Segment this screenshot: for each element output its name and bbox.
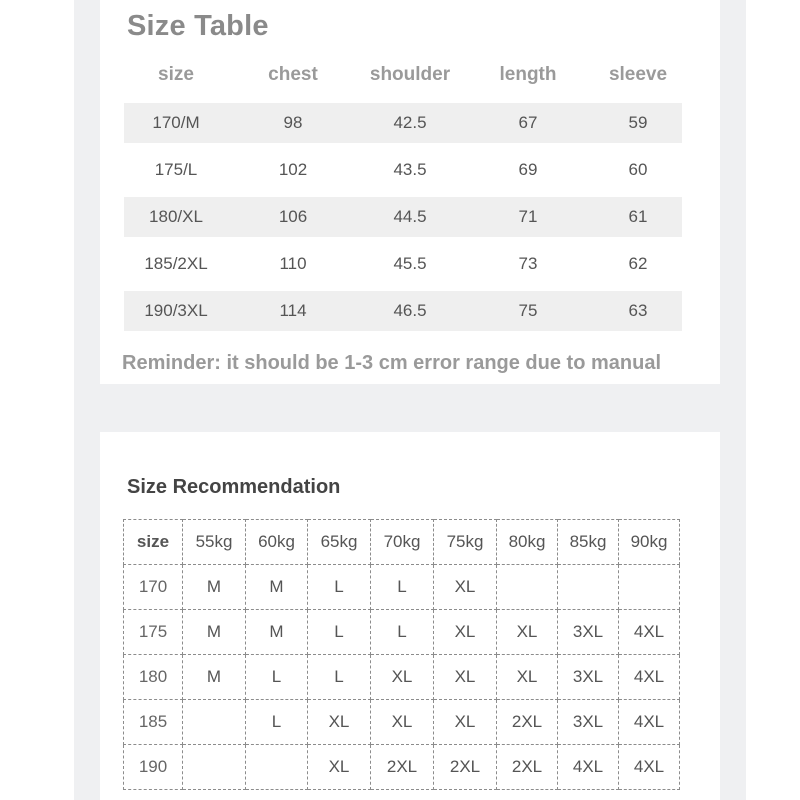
table-cell: 62 bbox=[628, 254, 648, 273]
table-cell: 46.5 bbox=[393, 301, 427, 320]
table-cell: 63 bbox=[628, 301, 648, 320]
table-cell bbox=[558, 565, 619, 610]
table-cell: 45.5 bbox=[393, 254, 427, 273]
table-cell: 44.5 bbox=[393, 207, 427, 226]
table-cell: 2XL bbox=[434, 745, 497, 790]
row-label: 185 bbox=[124, 700, 183, 745]
header-cell: 75kg bbox=[434, 520, 497, 565]
table-cell: 75 bbox=[518, 301, 538, 320]
table-cell: L bbox=[371, 610, 434, 655]
table-cell: 43.5 bbox=[393, 160, 427, 179]
size-table bbox=[124, 54, 682, 331]
table-row bbox=[124, 150, 682, 190]
table-cell: XL bbox=[371, 700, 434, 745]
table-row bbox=[124, 103, 682, 143]
size-recommendation-table bbox=[123, 519, 680, 790]
table-cell: L bbox=[246, 700, 308, 745]
size-table-col-length: length bbox=[499, 64, 557, 85]
size-table-header bbox=[124, 54, 682, 96]
table-cell: 175/L bbox=[154, 160, 198, 179]
table-row bbox=[124, 745, 680, 790]
table-row bbox=[124, 700, 680, 745]
table-cell: 73 bbox=[518, 254, 538, 273]
table-row bbox=[124, 610, 680, 655]
size-table-col-size: size bbox=[158, 64, 194, 85]
table-row bbox=[124, 244, 682, 284]
table-cell: 3XL bbox=[558, 655, 619, 700]
table-cell: XL bbox=[434, 610, 497, 655]
size-recommendation-title: Size Recommendation bbox=[127, 476, 341, 498]
header-cell: 70kg bbox=[371, 520, 434, 565]
row-label: 190 bbox=[124, 745, 183, 790]
table-cell: 4XL bbox=[619, 745, 680, 790]
table-cell: 2XL bbox=[497, 700, 558, 745]
table-cell: M bbox=[246, 610, 308, 655]
table-cell: XL bbox=[434, 655, 497, 700]
table-cell: 180/XL bbox=[149, 207, 203, 226]
table-cell: L bbox=[308, 565, 371, 610]
table-cell bbox=[619, 565, 680, 610]
table-cell: 4XL bbox=[558, 745, 619, 790]
table-cell: 71 bbox=[518, 207, 538, 226]
table-cell: L bbox=[308, 610, 371, 655]
table-header-row bbox=[124, 520, 680, 565]
table-cell: 2XL bbox=[371, 745, 434, 790]
table-cell: 59 bbox=[628, 113, 648, 132]
header-cell: 80kg bbox=[497, 520, 558, 565]
table-cell: 3XL bbox=[558, 610, 619, 655]
table-cell: 102 bbox=[278, 160, 308, 179]
table-cell: XL bbox=[497, 655, 558, 700]
header-cell: 55kg bbox=[183, 520, 246, 565]
header-cell: 60kg bbox=[246, 520, 308, 565]
table-cell: XL bbox=[434, 700, 497, 745]
table-cell: 69 bbox=[518, 160, 538, 179]
table-cell: L bbox=[371, 565, 434, 610]
table-cell: 60 bbox=[628, 160, 648, 179]
table-cell: 3XL bbox=[558, 700, 619, 745]
table-row bbox=[124, 655, 680, 700]
table-cell: 185/2XL bbox=[144, 254, 208, 273]
header-cell: size bbox=[124, 520, 183, 565]
table-cell: 67 bbox=[518, 113, 538, 132]
table-cell bbox=[497, 565, 558, 610]
table-cell: XL bbox=[308, 745, 371, 790]
row-label: 180 bbox=[124, 655, 183, 700]
table-cell: 110 bbox=[279, 254, 307, 273]
row-label: 175 bbox=[124, 610, 183, 655]
row-label: 170 bbox=[124, 565, 183, 610]
table-cell: 42.5 bbox=[393, 113, 427, 132]
size-table-col-chest: chest bbox=[268, 64, 318, 85]
size-table-col-sleeve: sleeve bbox=[608, 64, 668, 85]
table-cell: XL bbox=[371, 655, 434, 700]
table-cell: M bbox=[183, 655, 246, 700]
table-cell: 4XL bbox=[619, 610, 680, 655]
size-table-title: Size Table bbox=[127, 10, 269, 42]
table-cell: 106 bbox=[278, 207, 308, 226]
table-cell: 114 bbox=[279, 301, 307, 320]
header-cell: 85kg bbox=[558, 520, 619, 565]
table-row bbox=[124, 291, 682, 331]
table-cell: L bbox=[308, 655, 371, 700]
table-cell: XL bbox=[308, 700, 371, 745]
table-cell bbox=[183, 745, 246, 790]
header-cell: 65kg bbox=[308, 520, 371, 565]
table-cell: L bbox=[246, 655, 308, 700]
table-cell: 98 bbox=[283, 113, 303, 132]
table-cell: 2XL bbox=[497, 745, 558, 790]
table-cell: XL bbox=[434, 565, 497, 610]
measurement-reminder: Reminder: it should be 1-3 cm error range due to manual bbox=[122, 352, 661, 374]
table-cell: M bbox=[246, 565, 308, 610]
table-cell: 4XL bbox=[619, 700, 680, 745]
table-cell: 4XL bbox=[619, 655, 680, 700]
table-cell: XL bbox=[497, 610, 558, 655]
table-cell bbox=[183, 700, 246, 745]
table-cell: 61 bbox=[628, 207, 648, 226]
size-table-col-shoulder: shoulder bbox=[369, 64, 451, 85]
table-cell: M bbox=[183, 610, 246, 655]
header-cell: 90kg bbox=[619, 520, 680, 565]
table-cell: 170/M bbox=[152, 113, 200, 132]
table-cell bbox=[246, 745, 308, 790]
table-row bbox=[124, 565, 680, 610]
table-cell: M bbox=[183, 565, 246, 610]
table-row bbox=[124, 197, 682, 237]
table-cell: 190/3XL bbox=[144, 301, 208, 320]
